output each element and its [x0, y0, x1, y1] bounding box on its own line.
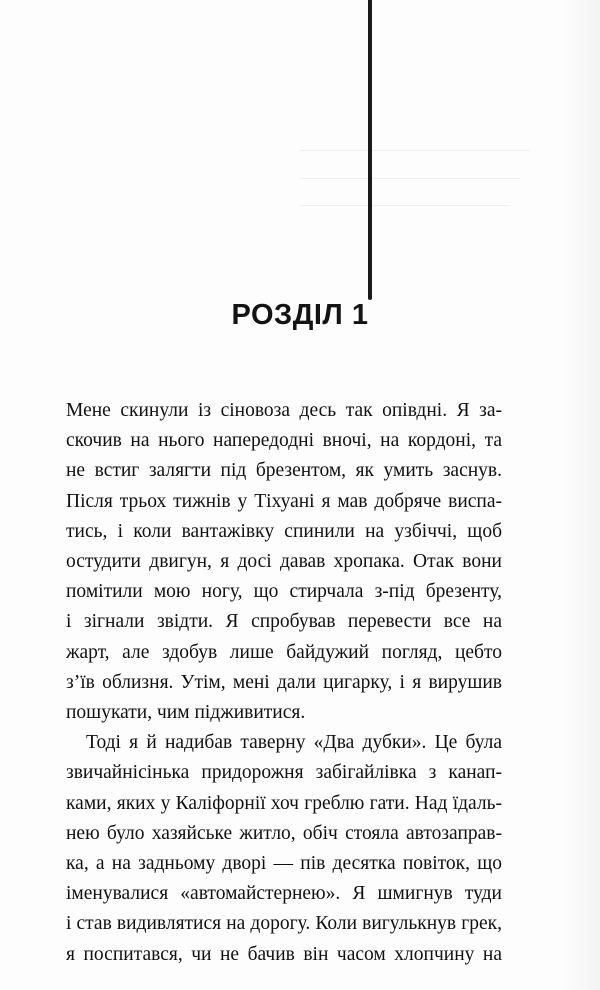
text-line: помітили мою ногу, що стирчала з-під брезенту,	[66, 581, 502, 603]
text-line: жарт, але здобув лише байдужий погляд, цебто	[66, 641, 502, 663]
text-line: я поспитався, чи не бачив він часом хлопчину на	[66, 943, 502, 965]
bleed-through-line	[300, 150, 530, 151]
text-line: з’їв облизня. Утім, мені дали цигарку, і я вирушив	[66, 671, 502, 693]
bleed-through-line	[300, 205, 510, 206]
text-line: і зігнали звідти. Я спробував перевести все на	[66, 611, 502, 633]
chapter-title: РОЗДІЛ 1	[231, 299, 369, 332]
text-line: і став видивлятися на дорогу. Коли вигулькнув грек,	[66, 913, 502, 935]
text-line: ками, яких у Каліфорнії хоч греблю гати. Над їдаль-	[66, 792, 502, 814]
text-line: іменувалися «автомайстернею». Я шмигнув туди	[66, 883, 502, 905]
paragraph-2	[66, 728, 502, 970]
text-line: Мене скинули із сіновоза десь так опівдні. Я за-	[66, 400, 502, 421]
text-line: остудити двигун, я досі давав хропака. Отак вони	[66, 551, 502, 573]
text-line: Після трьох тижнів у Тіхуані я мав добряче виспа-	[66, 490, 502, 512]
text-line: нею було хазяйське житло, обіч стояла автозаправ-	[66, 822, 502, 844]
text-line: ка, а на задньому дворі — пів десятка повіток, що	[66, 853, 502, 875]
decorative-vertical-rule	[368, 0, 372, 300]
text-line: не встиг залягти під брезентом, як умить заснув.	[66, 460, 502, 482]
text-line: пошукати, чим підживитися.	[66, 702, 306, 724]
text-line: Тоді я й надибав таверну «Два дубки». Це була	[86, 732, 502, 754]
text-line: скочив на нього напередодні вночі, на кордоні, та	[66, 430, 502, 452]
bleed-through-line	[300, 178, 520, 179]
chapter-body	[66, 396, 502, 970]
paragraph-1	[66, 396, 502, 728]
text-line: тись, і коли вантажівку спинили на узбіччі, щоб	[66, 520, 502, 542]
text-line: звичайнісінька придорожня забігайлівка з канап-	[66, 762, 502, 784]
page-edge-shadow	[560, 0, 600, 990]
